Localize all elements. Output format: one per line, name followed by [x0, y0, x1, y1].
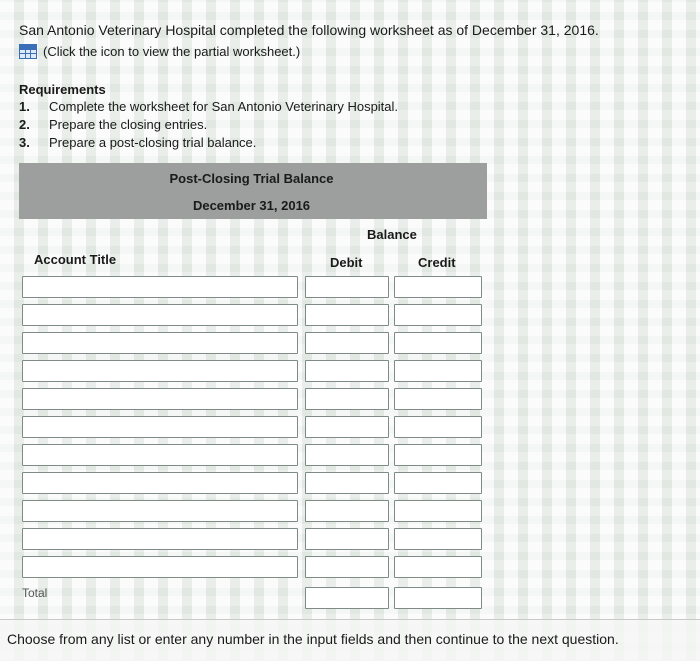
requirement-item: [19, 135, 398, 153]
credit-input[interactable]: [394, 332, 482, 354]
account-title-input[interactable]: [22, 332, 298, 354]
total-debit-input[interactable]: [305, 587, 389, 609]
account-title-input[interactable]: [22, 500, 298, 522]
debit-input[interactable]: [305, 388, 389, 410]
account-title-input[interactable]: [22, 528, 298, 550]
worksheet-hint[interactable]: [19, 44, 300, 59]
intro-text: San Antonio Veterinary Hospital completed the following worksheet as of December 31, 2016.: [19, 22, 599, 38]
requirements-title: Requirements: [19, 82, 106, 97]
account-title-input[interactable]: [22, 304, 298, 326]
debit-input[interactable]: [305, 360, 389, 382]
debit-input[interactable]: [305, 304, 389, 326]
total-credit-input[interactable]: [394, 587, 482, 609]
requirement-text: Prepare a post-closing trial balance.: [49, 135, 257, 150]
credit-input[interactable]: [394, 444, 482, 466]
account-title-input[interactable]: [22, 276, 298, 298]
credit-input[interactable]: [394, 472, 482, 494]
footer-bar: [0, 619, 700, 661]
debit-input[interactable]: [305, 332, 389, 354]
credit-header: Credit: [418, 255, 456, 270]
credit-input[interactable]: [394, 276, 482, 298]
requirement-text: Prepare the closing entries.: [49, 117, 208, 132]
requirement-number: 1.: [19, 99, 30, 114]
credit-input[interactable]: [394, 500, 482, 522]
credit-input[interactable]: [394, 388, 482, 410]
debit-input[interactable]: [305, 472, 389, 494]
credit-input[interactable]: [394, 360, 482, 382]
footer-text: Choose from any list or enter any number in the input fields and then continue to the next question.: [7, 631, 619, 647]
credit-input[interactable]: [394, 304, 482, 326]
debit-header: Debit: [330, 255, 363, 270]
table-title: Post-Closing Trial Balance: [169, 171, 334, 186]
table-banner: [19, 163, 487, 219]
requirement-item: [19, 99, 398, 117]
hint-text: (Click the icon to view the partial worksheet.): [43, 44, 301, 59]
credit-input[interactable]: [394, 528, 482, 550]
requirement-number: 3.: [19, 135, 30, 150]
debit-input[interactable]: [305, 444, 389, 466]
account-title-header: Account Title: [34, 252, 117, 267]
account-title-input[interactable]: [22, 556, 298, 578]
table-date: December 31, 2016: [192, 198, 311, 213]
requirement-item: [19, 117, 398, 135]
balance-header: Balance: [367, 227, 417, 242]
debit-input[interactable]: [305, 500, 389, 522]
debit-input[interactable]: [305, 528, 389, 550]
account-title-input[interactable]: [22, 416, 298, 438]
debit-input[interactable]: [305, 416, 389, 438]
account-title-input[interactable]: [22, 444, 298, 466]
debit-input[interactable]: [305, 276, 389, 298]
debit-input[interactable]: [305, 556, 389, 578]
account-title-input[interactable]: [22, 360, 298, 382]
requirements-list: [19, 99, 398, 153]
requirement-number: 2.: [19, 117, 30, 132]
account-title-input[interactable]: [22, 472, 298, 494]
table-grid-icon[interactable]: [19, 44, 37, 59]
credit-input[interactable]: [394, 416, 482, 438]
credit-input[interactable]: [394, 556, 482, 578]
requirement-text: Complete the worksheet for San Antonio Veterinary Hospital.: [49, 99, 399, 114]
account-title-input[interactable]: [22, 388, 298, 410]
total-label: Total: [22, 586, 48, 600]
